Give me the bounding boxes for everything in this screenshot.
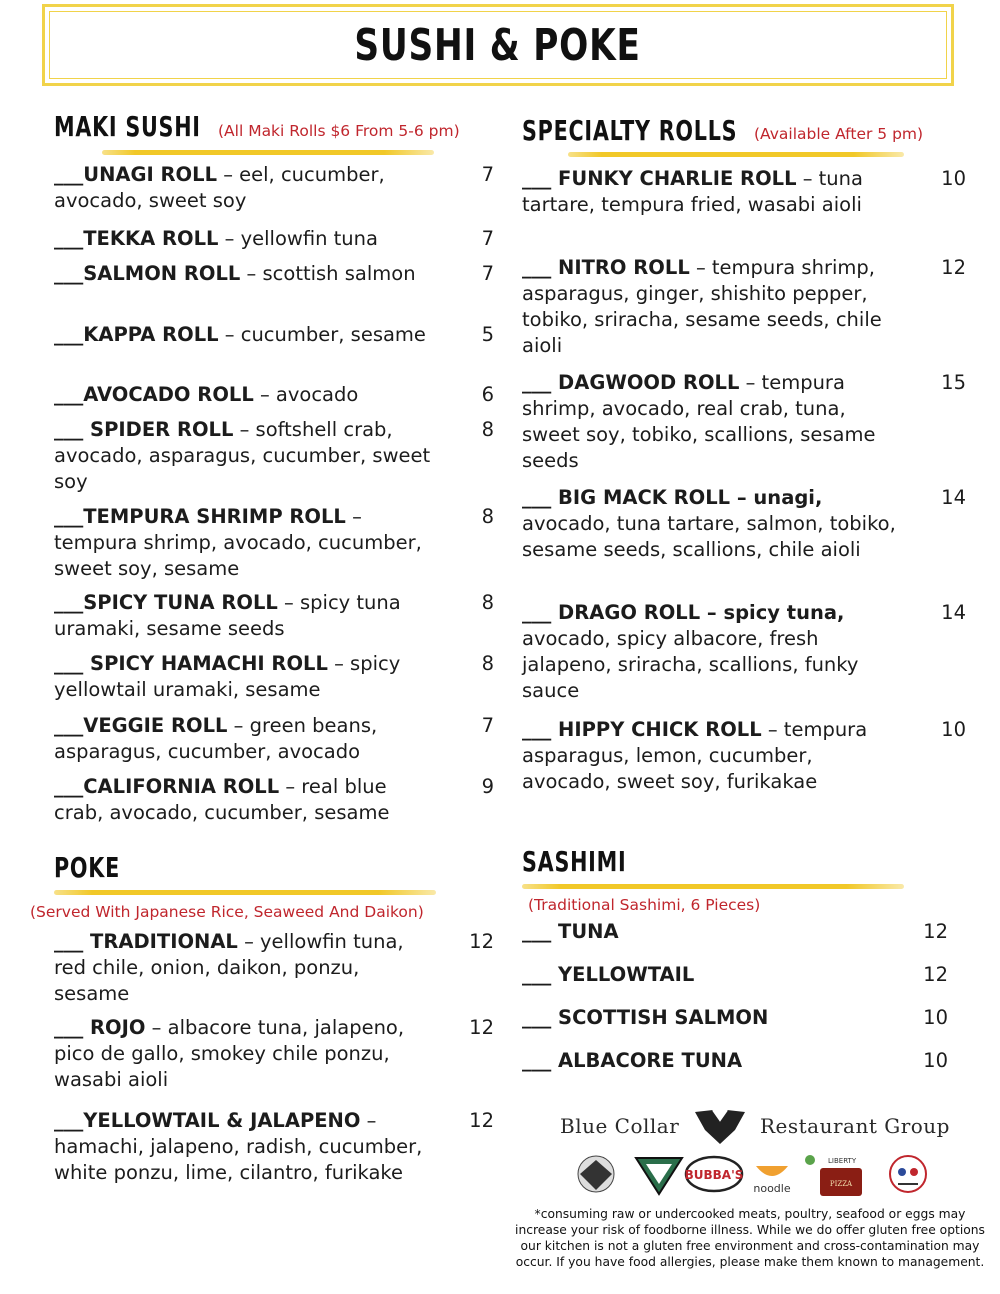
maki-item-name: ___CALIFORNIA ROLL (54, 775, 280, 798)
sashimi-item-name: ___ ALBACORE TUNA (522, 1049, 743, 1072)
specialty-item-price: 10 (941, 718, 966, 741)
allergy-disclaimer: *consuming raw or undercooked meats, poultry, seafood or eggs may increase your risk of foodborne illness. While we do offer gluten free options our kitchen is not a gluten free environment and cross-contamination may occur. If you have food allergies, please make them known to management. (515, 1207, 985, 1269)
sashimi-item-price: 12 (923, 963, 948, 986)
maki-item-desc: – spicy tuna uramaki, sesame seeds (54, 591, 401, 640)
maki-item-name: ___AVOCADO ROLL (54, 383, 254, 406)
maki-item-price: 5 (481, 323, 494, 346)
specialty-underline (568, 152, 904, 157)
maki-item (54, 382, 494, 408)
specialty-item-name: ___ DRAGO ROLL – spicy tuna, (522, 601, 845, 624)
poke-item-name: ___ TRADITIONAL (54, 930, 238, 953)
specialty-note: (Available After 5 pm) (754, 125, 924, 143)
specialty-item-desc: avocado, spicy albacore, fresh jalapeno, sriracha, scallions, funky sauce (522, 627, 859, 702)
poke-item-name: ___ ROJO (54, 1016, 146, 1039)
blue-collar-logo-icon (691, 1106, 749, 1146)
maki-item-desc: – spicy yellowtail uramaki, sesame (54, 652, 401, 701)
maki-item (54, 713, 494, 765)
sashimi-item (522, 920, 952, 943)
poke-item-desc: – yellowfin tuna, red chile, onion, daikon, ponzu, sesame (54, 930, 404, 1005)
maki-item-price: 7 (481, 262, 494, 285)
poke-item (54, 1108, 494, 1186)
maki-item (54, 162, 494, 214)
maki-item-desc: – real blue crab, avocado, cucumber, sesame (54, 775, 390, 824)
specialty-item-name: ___ DAGWOOD ROLL (522, 371, 740, 394)
maki-item-name: ___KAPPA ROLL (54, 323, 219, 346)
maki-item-desc: – avocado (253, 383, 359, 406)
menu-title: SUSHI & POKE (354, 19, 642, 71)
sashimi-item (522, 963, 952, 986)
pizza-logo-icon (820, 1168, 862, 1196)
sashimi-section (522, 845, 962, 889)
sashimi-item-name: ___ YELLOWTAIL (522, 963, 695, 986)
maki-item-price: 7 (481, 227, 494, 250)
maki-item (54, 261, 494, 287)
kids-logo-icon (890, 1156, 926, 1192)
specialty-title: SPECIALTY ROLLS (522, 114, 738, 147)
liberty-logo-text: LIBERTY (828, 1157, 857, 1165)
maki-item-price: 6 (481, 383, 494, 406)
sashimi-item (522, 1006, 952, 1029)
poke-item-desc: – hamachi, jalapeno, radish, cucumber, white ponzu, lime, cilantro, furikake (54, 1109, 423, 1184)
maki-item (54, 322, 494, 348)
maki-item (54, 651, 494, 703)
specialty-item-name: ___ FUNKY CHARLIE ROLL (522, 167, 797, 190)
restaurant-logos (572, 1150, 942, 1198)
maki-item (54, 590, 494, 642)
maki-item-price: 8 (481, 591, 494, 614)
specialty-item (522, 717, 966, 795)
specialty-item-desc: – tuna tartare, tempura fried, wasabi aioli (522, 167, 863, 216)
specialty-item (522, 166, 966, 218)
specialty-item-price: 10 (941, 167, 966, 190)
specialty-item-price: 15 (941, 371, 966, 394)
sashimi-item-price: 10 (923, 1006, 948, 1029)
maki-item-name: ___ SPICY HAMACHI ROLL (54, 652, 328, 675)
maki-item-desc: – tempura shrimp, avocado, cucumber, sweet soy, sesame (54, 505, 422, 580)
maki-item-desc: – yellowfin tuna (218, 227, 378, 250)
maki-item-name: ___UNAGI ROLL (54, 163, 217, 186)
sashimi-item-name: ___ SCOTTISH SALMON (522, 1006, 769, 1029)
specialty-item-desc: – tempura shrimp, asparagus, ginger, shishito pepper, tobiko, sriracha, sesame seeds, chile aioli (522, 256, 882, 357)
maki-item-desc: – softshell crab, avocado, asparagus, cucumber, sweet soy (54, 418, 431, 493)
poke-item-desc: – albacore tuna, jalapeno, pico de gallo, smokey chile ponzu, wasabi aioli (54, 1016, 405, 1091)
maki-item-name: ___ SPIDER ROLL (54, 418, 234, 441)
maki-section (54, 110, 494, 154)
eagle-logo-icon (578, 1156, 614, 1192)
specialty-item-desc: – tempura shrimp, avocado, real crab, tuna, sweet soy, tobiko, scallions, sesame seeds (522, 371, 876, 472)
specialty-item (522, 600, 966, 704)
maki-item-price: 9 (481, 775, 494, 798)
sashimi-title: SASHIMI (522, 845, 627, 878)
liberty-logo-icon (805, 1155, 857, 1165)
specialty-item-price: 12 (941, 256, 966, 279)
maki-note: (All Maki Rolls $6 From 5-6 pm) (218, 122, 460, 140)
specialty-section (522, 114, 962, 158)
maki-item-desc: – eel, cucumber, avocado, sweet soy (54, 163, 385, 212)
pizza-logo-text: PIZZA (829, 1180, 853, 1188)
poke-item-name: ___YELLOWTAIL & JALAPENO (54, 1109, 361, 1132)
maki-item-price: 7 (481, 163, 494, 186)
brand-left-text: Blue Collar (560, 1114, 680, 1138)
sashimi-item-price: 12 (923, 920, 948, 943)
maki-item-name: ___TEMPURA SHRIMP ROLL (54, 505, 346, 528)
specialty-item-name: ___ BIG MACK ROLL – unagi, (522, 486, 823, 509)
poke-item (54, 929, 494, 1007)
specialty-item (522, 485, 966, 563)
bubbas-logo-text: BUBBA'S (684, 1168, 744, 1182)
maki-item-name: ___VEGGIE ROLL (54, 714, 228, 737)
maki-item-desc: – cucumber, sesame (218, 323, 426, 346)
poke-underline (54, 890, 436, 895)
maki-item (54, 774, 494, 826)
maki-item-price: 8 (481, 652, 494, 675)
sashimi-note: (Traditional Sashimi, 6 Pieces) (528, 896, 761, 914)
maki-item-price: 8 (481, 418, 494, 441)
maki-item-desc: – green beans, asparagus, cucumber, avocado (54, 714, 378, 763)
sashimi-item (522, 1049, 952, 1072)
noodle-logo-icon (753, 1166, 790, 1195)
poke-title: POKE (54, 851, 120, 884)
specialty-item-price: 14 (941, 486, 966, 509)
specialty-item-price: 14 (941, 601, 966, 624)
specialty-item (522, 255, 966, 359)
poke-note: (Served With Japanese Rice, Seaweed And Daikon) (30, 903, 424, 921)
sashimi-item-price: 10 (923, 1049, 948, 1072)
poke-item (54, 1015, 494, 1093)
maki-underline (102, 150, 434, 155)
poke-section (54, 851, 494, 895)
sashimi-underline (522, 884, 904, 889)
maki-item-name: ___SPICY TUNA ROLL (54, 591, 278, 614)
noodle-logo-text: noodle (753, 1182, 791, 1195)
specialty-item-desc: – tempura asparagus, lemon, cucumber, avocado, sweet soy, furikakae (522, 718, 868, 793)
specialty-item (522, 370, 966, 474)
maki-item-name: ___TEKKA ROLL (54, 227, 219, 250)
maki-item-name: ___SALMON ROLL (54, 262, 241, 285)
poke-item-price: 12 (469, 1016, 494, 1039)
menu-title-frame (42, 4, 954, 86)
maki-item-price: 8 (481, 505, 494, 528)
specialty-item-name: ___ HIPPY CHICK ROLL (522, 718, 762, 741)
sashimi-item-name: ___ TUNA (522, 920, 619, 943)
brand-row (560, 1106, 950, 1146)
maki-item (54, 226, 494, 252)
poke-item-price: 12 (469, 930, 494, 953)
brand-right-text: Restaurant Group (759, 1114, 950, 1138)
maki-item (54, 417, 494, 495)
maki-item-price: 7 (481, 714, 494, 737)
maki-title: MAKI SUSHI (54, 110, 201, 143)
maki-item-desc: – scottish salmon (240, 262, 416, 285)
specialty-item-desc: avocado, tuna tartare, salmon, tobiko, sesame seeds, scallions, chile aioli (522, 512, 896, 561)
specialty-item-name: ___ NITRO ROLL (522, 256, 690, 279)
poke-item-price: 12 (469, 1109, 494, 1132)
bubbas-logo-icon (685, 1157, 744, 1191)
triangle-logo-icon (636, 1158, 682, 1194)
maki-item (54, 504, 494, 582)
